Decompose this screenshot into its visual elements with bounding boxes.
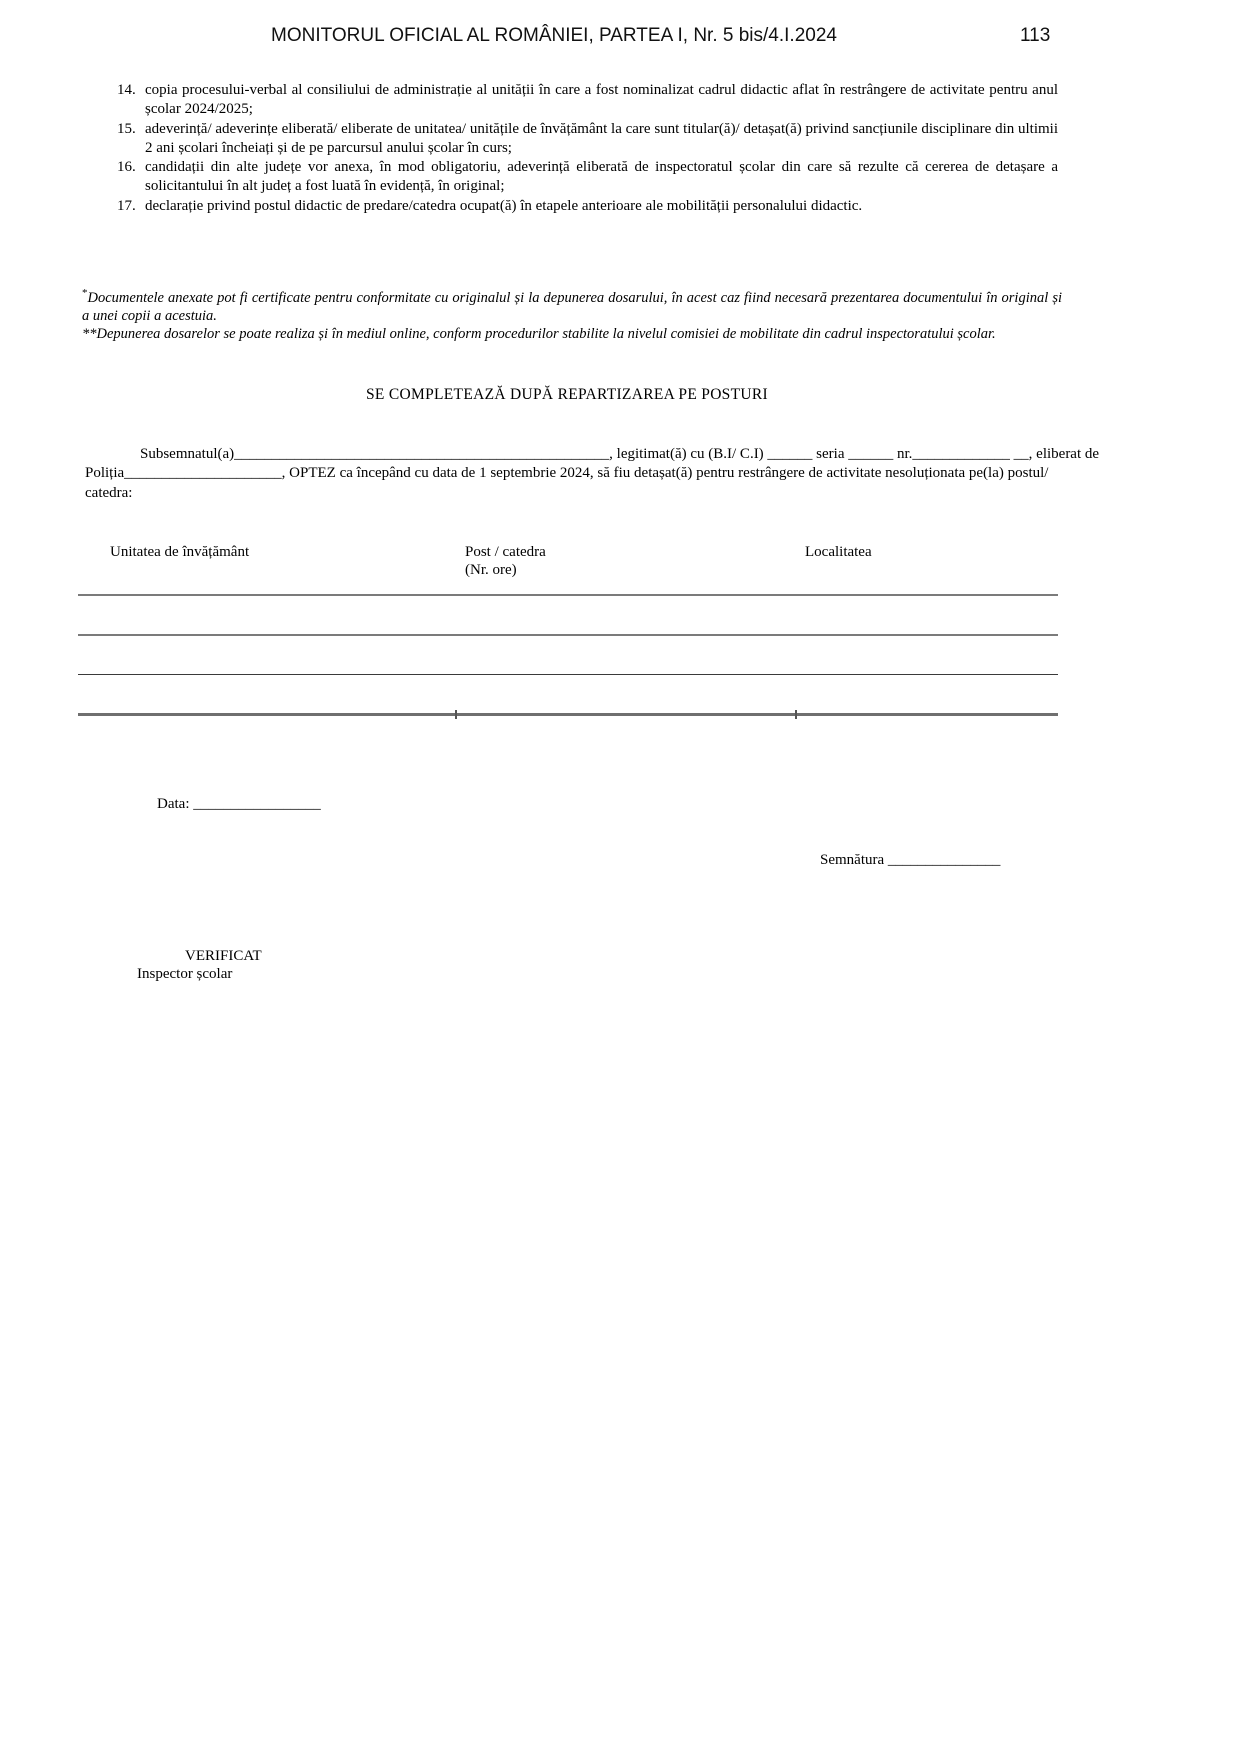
table-blank-row-rule [78, 634, 1058, 636]
section-title: SE COMPLETEAZĂ DUPĂ REPARTIZAREA PE POSTURI [366, 386, 768, 403]
list-item-text: declarație privind postul didactic de predare/catedra ocupat(ă) în etapele anterioare ale mobilității personalului didactic. [145, 197, 863, 214]
verified-label: VERIFICAT [185, 948, 262, 964]
table-blank-row-rule [78, 674, 1058, 675]
form-line-applicant: Subsemnatul(a)__________________________________________________, legitimat(ă) cu (B.I/ C.I) ______ seria ______ nr._____________ __, eliberat de [140, 446, 1100, 462]
list-item-number: 15. [117, 120, 136, 137]
verifier-title: Inspector școlar [137, 966, 233, 982]
signature-line [820, 852, 1000, 869]
footnote-star-marker: * [82, 287, 88, 299]
list-item-number: 16. [117, 159, 136, 176]
table-column-separator-tick [455, 710, 457, 719]
date-blank: _________________ [193, 796, 321, 812]
list-item-text: candidații din alte județe vor anexa, în mod obligatoriu, adeverință eliberată de inspectoratul școlar din care să rezulte că cererea de detașare a solicitantului în alt județ a fost luată în evidență, în original; [145, 159, 1058, 195]
form-line-catedra: catedra: [85, 484, 133, 501]
date-label: Data: [157, 796, 190, 812]
list-item [117, 81, 1058, 120]
page-number: 113 [1020, 25, 1051, 46]
list-item [117, 158, 1058, 197]
table-column-separator-tick [795, 710, 797, 719]
table-header-hours: (Nr. ore) [465, 562, 517, 578]
footnote-star-text: Documentele anexate pot fi certificate pentru conformitate cu originalul și la depunerea dosarului, în acest caz fiind necesară prezentarea documentului în original și a unei copii a acestuia. [82, 289, 1062, 324]
list-item-number: 17. [117, 197, 136, 214]
document-list [117, 81, 1058, 216]
date-line [157, 796, 321, 813]
signature-label: Semnătura [820, 852, 885, 868]
page-header-title: MONITORUL OFICIAL AL ROMÂNIEI, PARTEA I, Nr. 5 bis/4.I.2024 [271, 25, 837, 46]
list-item-text: copia procesului-verbal al consiliului de administrație al unității în care a fost nominalizat cadrul didactic aflat în restrângere de activitate pentru anul școlar 2024/2025; [145, 82, 1058, 118]
table-header-unit: Unitatea de învățământ [110, 544, 250, 560]
footnote-star [82, 284, 1062, 325]
footnotes [82, 284, 1062, 343]
form-line-police: Poliția_____________________, OPTEZ ca începând cu data de 1 septembrie 2024, să fiu detașat(ă) pentru restrângere de activitate nesoluționata pe(la) postul/ [85, 465, 1049, 482]
list-item-number: 14. [117, 82, 136, 98]
table-header-post: Post / catedra [465, 544, 546, 560]
list-item-text: adeverință/ adeverințe eliberată/ eliberate de unitatea/ unitățile de învățământ la care sunt titular(ă)/ detașat(ă) privind sancțiunile disciplinare din ultimii 2 ani școlari încheiați și de pe parcursul anului școlar în curs; [145, 120, 1058, 156]
table-blank-row-rule [78, 594, 1058, 596]
table-blank-row-rule [78, 713, 1058, 716]
list-item [117, 120, 1058, 159]
signature-blank: _______________ [887, 852, 1001, 868]
list-item [117, 197, 1058, 216]
table-header-locality: Localitatea [805, 544, 872, 560]
form-paragraph [85, 445, 1100, 503]
footnote-double-star-text: **Depunerea dosarelor se poate realiza și în mediul online, conform procedurilor stabilite la nivelul comisiei de mobilitate din cadrul inspectoratului școlar. [82, 325, 996, 342]
